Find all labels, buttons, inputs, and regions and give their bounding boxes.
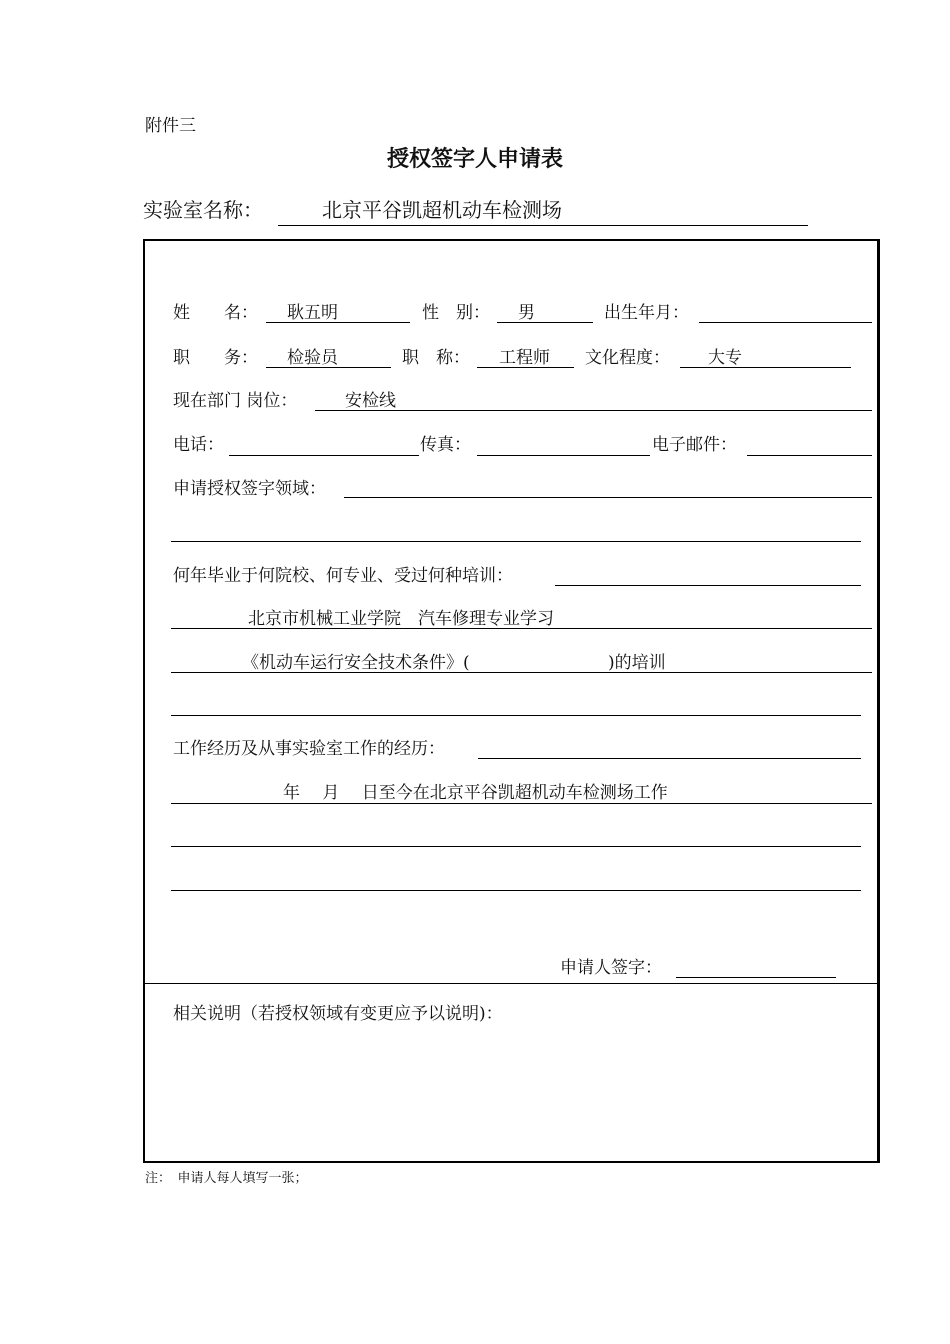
- department-value[interactable]: 安检线: [345, 391, 396, 411]
- phone-underline: [229, 455, 419, 456]
- education-history-label: 何年毕业于何院校、何专业、受过何种培训：: [173, 566, 513, 586]
- remarks-label: 相关说明（若授权领域有变更应予以说明)：: [173, 1004, 503, 1024]
- gender-label: 性 别：: [422, 303, 490, 323]
- position-label: 职 务：: [173, 348, 258, 368]
- footnote: 注： 申请人每人填写一张；: [145, 1171, 308, 1186]
- signature-label: 申请人签字：: [560, 958, 662, 978]
- birth-underline: [699, 322, 872, 323]
- title-value[interactable]: 工程师: [499, 348, 550, 368]
- education-label: 文化程度：: [585, 348, 670, 368]
- name-label: 姓 名：: [173, 303, 258, 323]
- work-history-underline: [478, 758, 861, 759]
- page-title: 授权签字人申请表: [386, 146, 563, 172]
- domain-label: 申请授权签字领域：: [173, 479, 326, 499]
- title-label: 职 称：: [402, 348, 470, 368]
- education-history-line-2[interactable]: 《机动车运行安全技术条件》(: [242, 653, 470, 673]
- position-value[interactable]: 检验员: [287, 348, 338, 368]
- lab-name-value[interactable]: 北京平谷凯超机动车检测场: [322, 198, 562, 222]
- attachment-label: 附件三: [145, 116, 196, 136]
- education-history-line-2-end[interactable]: )的培训: [608, 653, 666, 673]
- work-history-label: 工作经历及从事实验室工作的经历：: [173, 739, 445, 759]
- education-history-underline-2: [171, 672, 872, 673]
- name-underline: [266, 322, 410, 323]
- gender-value[interactable]: 男: [518, 303, 535, 323]
- department-underline: [315, 410, 872, 411]
- gender-underline: [497, 322, 593, 323]
- lab-name-label: 实验室名称：: [143, 198, 263, 222]
- work-history-underline-2: [171, 846, 861, 847]
- department-label: 现在部门 岗位：: [173, 391, 298, 411]
- lab-name-underline: [278, 225, 808, 226]
- work-history-line-1[interactable]: 年 月 日至今在北京平谷凯超机动车检测场工作: [283, 783, 668, 803]
- work-history-underline-3: [171, 890, 861, 891]
- title-underline: [477, 367, 574, 368]
- email-underline: [747, 455, 872, 456]
- education-history-underline: [555, 585, 861, 586]
- work-history-underline-1: [171, 803, 872, 804]
- phone-label: 电话：: [173, 435, 224, 455]
- education-history-underline-3: [171, 715, 861, 716]
- education-value[interactable]: 大专: [708, 348, 742, 368]
- form-frame: [143, 239, 880, 1163]
- education-history-underline-1: [171, 628, 872, 629]
- email-label: 电子邮件：: [652, 435, 737, 455]
- position-underline: [266, 367, 391, 368]
- birth-label: 出生年月：: [604, 303, 689, 323]
- education-underline: [680, 367, 851, 368]
- name-value[interactable]: 耿五明: [287, 303, 338, 323]
- signature-underline: [676, 977, 836, 978]
- form-divider: [143, 983, 880, 984]
- domain-blank-line: [171, 541, 861, 542]
- fax-underline: [477, 455, 650, 456]
- fax-label: 传真：: [420, 435, 471, 455]
- education-history-line-1[interactable]: 北京市机械工业学院 汽车修理专业学习: [248, 609, 554, 629]
- domain-underline: [344, 497, 872, 498]
